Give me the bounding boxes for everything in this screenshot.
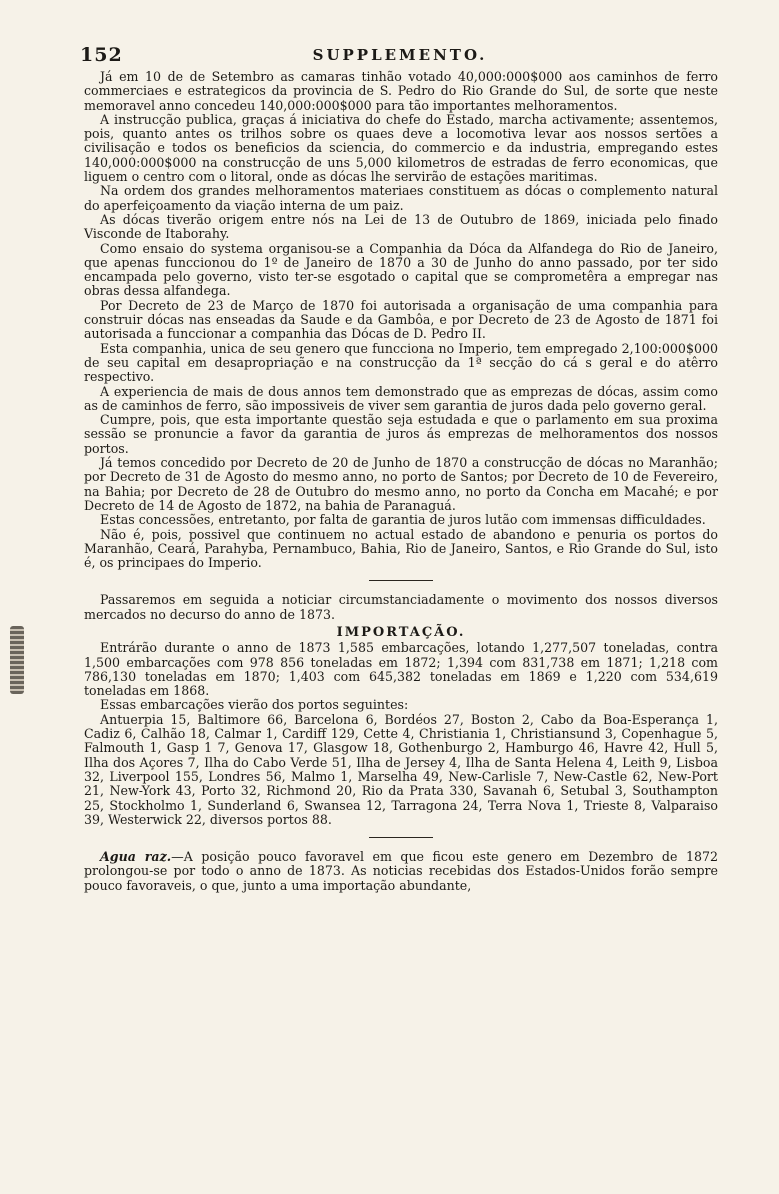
paragraph: Como ensaio do systema organisou-se a Companhia da Dóca da Alfandega do Rio de Janeiro, que apenas funccionou do 1º de Janeiro de 1870 a 30 de Junho do anno passado, por ter sido encampada pelo governo, visto ter-se esgotado o capital que se comprometêra a empregar nas obras dessa alfandega. xyxy=(84,240,718,299)
paragraph: Por Decreto de 23 de Março de 1870 foi autorisada a organisação de uma companhia para construir dócas nas enseadas da Saude e da Gambôa, e por Decreto de 23 de Agosto de 1871 foi autorisada a funccionar a companhia das Dócas de D. Pedro II. xyxy=(84,297,718,342)
paragraph: Esta companhia, unica de seu genero que funcciona no Imperio, tem empregado 2,100:000$000 de seu capital em desapropriação e na construcção da 1ª secção do cá s geral e do atêrro respectivo. xyxy=(84,340,718,385)
paragraph: Na ordem dos grandes melhoramentos materiaes constituem as dócas o complemento natural do aperfeiçoamento da viação interna de um paiz. xyxy=(84,183,718,213)
agua-raz-paragraph xyxy=(84,850,718,893)
paragraph: A instrucção publica, graças á iniciativa do chefe do Estado, marcha activamente; assentemos, pois, quanto antes os trilhos sobre os quaes deve a locomotiva levar aos nossos sertões a civilisação e todos os beneficios da sciencia, do commercio e da industria, empregando estes 140,000:000$000 na construcção de uns 5,000 kilometros de estradas de ferro economicas, que liguem o centro com o litoral, onde as dócas lhe servirão de estações maritimas. xyxy=(84,111,718,185)
transition-paragraph: Passaremos em seguida a noticiar circumstanciadamente o movimento dos nossos diversos mercados no decurso do anno de 1873. xyxy=(84,592,718,622)
section-divider xyxy=(369,580,433,581)
page-number: 152 xyxy=(80,44,123,66)
binding-tab-mark xyxy=(10,626,24,694)
paragraph: As dócas tiverão origem entre nós na Lei de 13 de Outubro de 1869, iniciada pelo finado Visconde de Itaborahy. xyxy=(84,211,718,242)
agua-raz-text: —A posição pouco favoravel em que ficou este genero em Dezembro de 1872 prolongou-se por todo o anno de 1873. As noticias recebidas dos Estados-Unidos forão sempre pouco favoraveis, o que, junto a uma importação abundante, xyxy=(84,849,719,893)
paragraph: Não é, pois, possivel que continuem no actual estado de abandono e penuria os portos do Maranhão, Ceará, Parahyba, Pernambuco, Bahia, Rio de Janeiro, Santos, e Rio Grande do Sul, isto é, os principaes do Imperio. xyxy=(84,526,718,571)
agua-raz-heading: Agua raz. xyxy=(100,849,172,865)
section-title-importacao: IMPORTAÇÃO. xyxy=(336,624,466,640)
paragraph: A experiencia de mais de dous annos tem demonstrado que as emprezas de dócas, assim como as de caminhos de ferro, são impossiveis de viver sem garantia de juros dada pelo governo geral. xyxy=(84,383,718,413)
article-body xyxy=(84,70,718,893)
paragraph: Já temos concedido por Decreto de 20 de Junho de 1870 a construcção de dócas no Maranhão; por Decreto de 31 de Agosto do mesmo anno, no porto de Santos; por Decreto de 10 de Fevereiro, na Bahia; por Decreto de 28 de Outubro do mesmo anno, no porto da Concha em Macahé; e por Decreto de 14 de Agosto de 1872, na bahia de Paranaguá. xyxy=(84,455,718,513)
running-title: SUPPLEMENTO. xyxy=(312,46,488,64)
importacao-paragraph: Entrárão durante o anno de 1873 1,585 embarcações, lotando 1,277,507 toneladas, contra 1,500 embarcações com 978 856 toneladas em 1872; 1,394 com 831,738 em 1871; 1,218 com 786,130 toneladas em 1870; 1,403 com 645,382 toneladas em 1869 e 1,220 com 534,619 toneladas em 1868. xyxy=(84,640,718,699)
paragraph: Cumpre, pois, que esta importante questão seja estudada e que o parlamento em sua proxima sessão se pronuncie a favor da garantia de juros ás emprezas de melhoramentos dos nossos portos. xyxy=(84,412,718,456)
paragraph: Já em 10 de de Setembro as camaras tinhão votado 40,000:000$000 aos caminhos de ferro commerciaes e estrategicos da provincia de S. Pedro do Rio Grande do Sul, de sorte que neste memoravel anno concedeu 140,000:000$000 para tão importantes melhoramentos. xyxy=(84,69,718,113)
importacao-paragraph: Essas embarcações vierão dos portos seguintes: xyxy=(100,697,409,713)
ports-list: Antuerpia 15, Baltimore 66, Barcelona 6, Bordéos 27, Boston 2, Cabo da Boa-Esperança 1, Cadiz 6, Calhão 18, Calmar 1, Cardiff 129, Cette 4, Christiania 1, Christiansund 3, Copenhague 5, Falmouth 1, Gasp 1 7, Genova 17, Glasgow 18, Gothenburgo 2, Hamburgo 46, Havre 42, Hull 5, Ilha dos Açores 7, Ilha do Cabo Verde 51, Ilha de Jersey 4, Ilha de Santa Helena 4, Leith 9, Lisboa 32, Liverpool 155, Londres 56, Malmo 1, Marselha 49, New-Carlisle 7, New-Castle 62, New-Port 21, New-York 43, Porto 32, Richmond 20, Rio da Prata 330, Savanah 6, Setubal 3, Southampton 25, Stockholmo 1, Sunderland 6, Swansea 12, Tarragona 24, Terra Nova 1, Trieste 8, Valparaiso 39, Westerwick 22, diversos portos 88. xyxy=(84,711,718,827)
section-divider xyxy=(369,837,433,838)
page-header xyxy=(80,44,720,66)
paragraph: Estas concessões, entretanto, por falta de garantia de juros lutão com immensas difficuldades. xyxy=(100,512,706,528)
